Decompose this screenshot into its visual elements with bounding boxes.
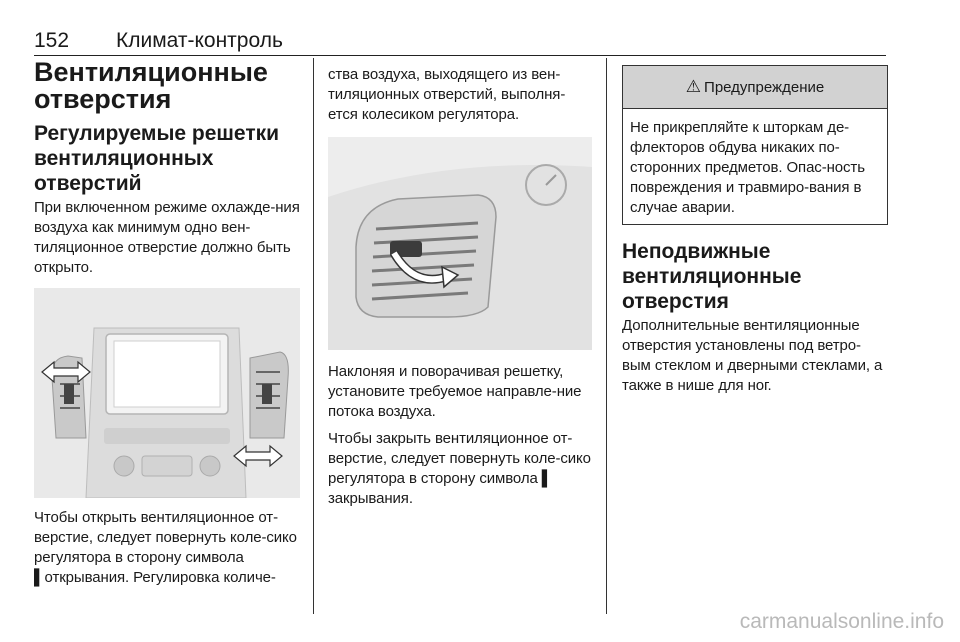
page-header [34,23,886,56]
warning-triangle-icon: ⚠ [685,77,702,96]
paragraph: ства воздуха, выходящего из вен-тиляционных отверстий, выполня-ется колесиком регулятора. [328,66,566,123]
watermark: carmanualsonline.info [739,610,944,633]
dashboard-vents-illustration [34,288,300,498]
column-divider [606,58,607,614]
warning-text: Не прикрепляйте к шторкам де-флекторов обдува никаких по-сторонних предметов. Опас-ность повреждения и травмиро-вания в случае аварии. [630,119,865,216]
column-1 [34,56,300,595]
warning-box [622,65,888,225]
warning-header [623,66,887,109]
paragraph: Наклоняя и поворачивая решетку, установите требуемое направле-ние потока воздуха. [328,363,582,420]
column-3 [622,56,888,403]
vent-adjustment-illustration [328,137,592,350]
page-number: 152 [34,29,70,52]
chapter-title: Климат-контроль [116,29,283,52]
paragraph: Чтобы закрыть вентиляционное от-верстие, следует повернуть коле-сико регулятора в сторону символа ▌ закрывания. [328,430,591,507]
column-divider [313,58,314,614]
paragraph: Дополнительные вентиляционные отверстия установлены под ветро-вым стеклом и дверными стеклами, а также в нише для ног. [622,317,883,394]
subsection-title: Неподвижные вентиляционные отверстия [622,240,802,313]
subsection-title: Регулируемые решетки вентиляционных отверстий [34,122,280,195]
paragraph: При включенном режиме охлажде-ния воздуха как минимум одно вен-тиляционное отверстие должно быть открыто. [34,199,300,276]
section-title: Вентиляционные отверстия [34,57,268,114]
warning-title: Предупреждение [704,78,825,96]
paragraph: Чтобы открыть вентиляционное от-верстие, следует повернуть коле-сико регулятора в сторону символа ▌открывания. Регулировка количе- [34,509,297,586]
column-2 [328,56,592,516]
warning-body [623,109,887,224]
